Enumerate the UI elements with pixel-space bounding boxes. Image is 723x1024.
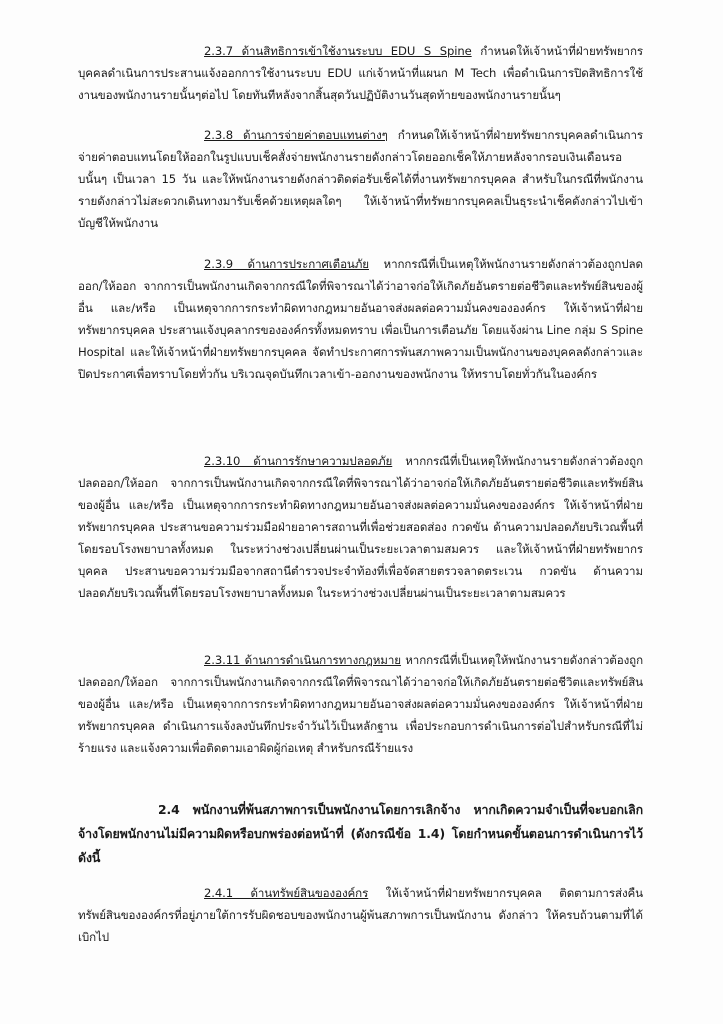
topic-2-3-11: 2.3.11 ด้านการดำเนินการทางกฎหมาย [204, 652, 401, 667]
body-2-4-1: ให้เจ้าหน้าที่ฝ่ายทรัพยากรบุคคล ติดตามการส่งคืนทรัพย์สินขององค์กรที่อยู่ภายใต้การรับผิดชอบของพนักงานผู้พ้นสภาพการเป็นพนักงาน ดังกล่าว ให้ครบถ้วนตามที่ได้เบิกไป [78, 885, 643, 944]
topic-2-4-1: 2.4.1 ด้านทรัพย์สินขององค์กร [204, 885, 369, 900]
topic-2-3-10: 2.3.10 ด้านการรักษาความปลอดภัย [204, 453, 393, 468]
body-2-3-7: กำหนดให้เจ้าหน้าที่ฝ่ายทรัพยากรบุคคลดำเนินการประสานแจ้งออกการใช้งานระบบ EDU แก่เจ้าหน้าที่แผนก M Tech เพื่อดำเนินการปิดสิทธิการใช้งานของพนักงานรายนั้นๆต่อไป โดยทันทีหลังจากสิ้นสุดวันปฏิบัติงานวันสุดท้ายของพนักงานรายนั้นๆ [78, 43, 643, 102]
paragraph-2-3-8 [78, 124, 643, 234]
body-2-3-11: หากกรณีที่เป็นเหตุให้พนักงานรายดังกล่าวต้องถูกปลดออก/ให้ออก จากการเป็นพนักงานเกิดจากกรณีใดที่พิจารณาได้ว่าอาจก่อให้เกิดภัยอันตรายต่อชีวิตและทรัพย์สินของผู้อื่น และ/หรือ เป็นเหตุจากการกระทำผิดทางกฎหมายอันอาจส่งผลต่อความมั่นคงขององค์กร ให้เจ้าหน้าที่ฝ่ายทรัพยากรบุคคล ดำเนินการแจ้งลงบันทึกประจำวันไว้เป็นหลักฐาน เพื่อประกอบการดำเนินการต่อไปสำหรับกรณีที่ไม่ร้ายแรง และแจ้งความเพื่อติดตามเอาผิดผู้ก่อเหตุ สำหรับกรณีร้ายแรง [78, 652, 643, 755]
paragraph-2-3-7 [78, 40, 643, 106]
topic-2-3-7: 2.3.7 ด้านสิทธิการเข้าใช้งานระบบ EDU S Spine [204, 43, 472, 58]
topic-2-3-8: 2.3.8 ด้านการจ่ายค่าตอบแทนต่างๆ [204, 127, 388, 142]
paragraph-2-3-9 [78, 253, 643, 385]
body-2-3-9: หากกรณีที่เป็นเหตุให้พนักงานรายดังกล่าวต้องถูกปลดออก/ให้ออก จากการเป็นพนักงานเกิดจากกรณีใดที่พิจารณาได้ว่าอาจก่อให้เกิดภัยอันตรายต่อชีวิตและทรัพย์สินของผู้อื่น และ/หรือ เป็นเหตุจากการกระทำผิดทางกฎหมายอันอาจส่งผลต่อความมั่นคงขององค์กร ให้เจ้าหน้าที่ฝ่ายทรัพยากรบุคคล ประสานแจ้งบุคลากรขององค์กรทั้งหมดทราบ เพื่อเป็นการเตือนภัย โดยแจ้งผ่าน Line กลุ่ม S Spine Hospital และให้เจ้าหน้าที่ฝ่ายทรัพยากรบุคคล จัดทำประกาศการพ้นสภาพความเป็นพนักงานของบุคคลดังกล่าวและปิดประกาศเพื่อทราบโดยทั่วกัน บริเวณจุดบันทึกเวลาเข้า-ออกงานของพนักงาน ให้ทราบโดยทั่วกันในองค์กร [78, 256, 643, 381]
body-2-3-8: กำหนดให้เจ้าหน้าที่ฝ่ายทรัพยากรบุคคลดำเนินการจ่ายค่าตอบแทนโดยให้ออกในรูปแบบเช็คสั่งจ่ายพนักงานรายดังกล่าวโดยออกเช็คให้ภายหลังจากรอบเงินเดือนรอบนั้นๆ เป็นเวลา 15 วัน และให้พนักงานรายดังกล่าวติดต่อรับเช็คได้ที่งานทรัพยากรบุคคล สำหรับในกรณีที่พนักงานรายดังกล่าวไม่สะดวกเดินทางมารับเช็คด้วยเหตุผลใดๆ ให้เจ้าหน้าที่ทรัพยากรบุคคลเป็นธุระนำเช็คดังกล่าวไปเข้าบัญชีให้พนักงาน [78, 127, 643, 230]
paragraph-2-3-11 [78, 649, 643, 759]
section-heading-2-4: 2.4 พนักงานที่พ้นสภาพการเป็นพนักงานโดยการเลิกจ้าง หากเกิดความจำเป็นที่จะบอกเลิกจ้างโดยพนักงานไม่มีความผิดหรือบกพร่องต่อหน้าที่ (ดังกรณีข้อ 1.4) โดยกำหนดขั้นตอนการดำเนินการไว้ดังนี้ [78, 802, 643, 866]
paragraph-2-3-10 [78, 450, 643, 604]
paragraph-2-4-1 [78, 882, 643, 948]
body-2-3-10: หากกรณีที่เป็นเหตุให้พนักงานรายดังกล่าวต้องถูกปลดออก/ให้ออก จากการเป็นพนักงานเกิดจากกรณีใดที่พิจารณาได้ว่าอาจก่อให้เกิดภัยอันตรายต่อชีวิตและทรัพย์สินของผู้อื่น และ/หรือ เป็นเหตุจากการกระทำผิดทางกฎหมายอันอาจส่งผลต่อความมั่นคงขององค์กร ให้เจ้าหน้าที่ฝ่ายทรัพยากรบุคคล ประสานขอความร่วมมือฝ่ายอาคารสถานที่เพื่อช่วยสอดส่อง กวดขัน ด้านความปลอดภัยบริเวณพื้นที่โดยรอบโรงพยาบาลทั้งหมด ในระหว่างช่วงเปลี่ยนผ่านเป็นระยะเวลาตามสมควร และให้เจ้าหน้าที่ฝ่ายทรัพยากรบุคคล ประสานขอความร่วมมือจากสถานีตำรวจประจำท้องที่เพื่อจัดสายตรวจลาดตระเวน กวดขัน ด้านความปลอดภัยบริเวณพื้นที่โดยรอบโรงพยาบาลทั้งหมด ในระหว่างช่วงเปลี่ยนผ่านเป็นระยะเวลาตามสมควร [78, 453, 643, 600]
topic-2-3-9: 2.3.9 ด้านการประกาศเตือนภัย [204, 256, 369, 271]
